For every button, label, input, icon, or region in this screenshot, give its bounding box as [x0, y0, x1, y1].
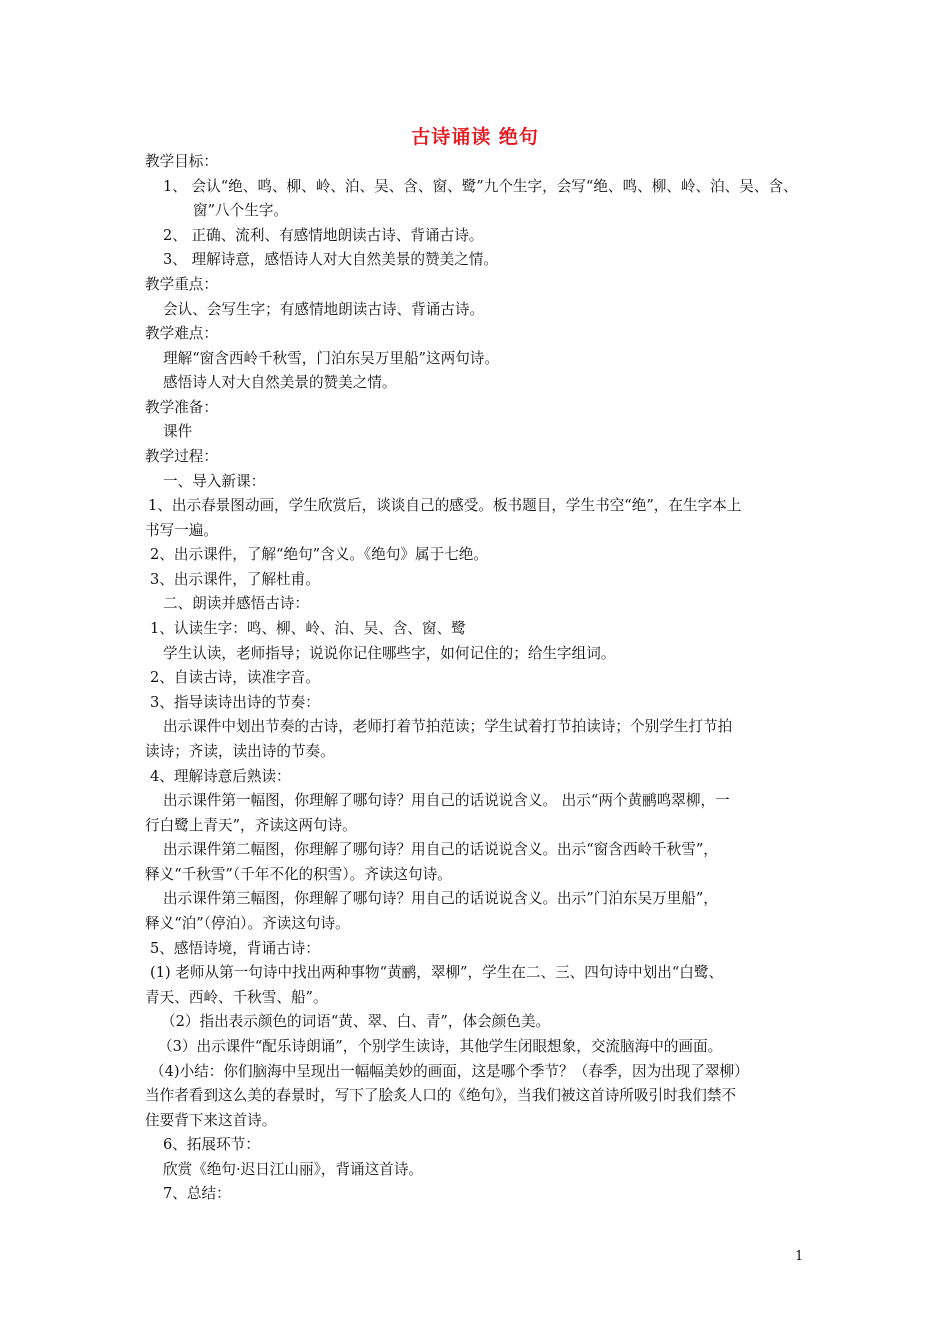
- body-line: 释义“泊”（停泊）。齐读这句诗。: [145, 915, 350, 932]
- body-line: 4、理解诗意后熟读：: [150, 767, 291, 785]
- body-line: 感悟诗人对大自然美景的赞美之情。: [163, 374, 397, 392]
- body-line: 释义“千秋雪”（千年不化的积雪）。齐读这句诗。: [145, 865, 452, 883]
- body-line: 7、总结：: [163, 1185, 231, 1203]
- body-line: 1、认读生字：鸣、柳、岭、泊、吴、含、窗、鹭: [150, 620, 466, 637]
- body-line: 出示课件中划出节奏的古诗，老师打着节拍范读；学生试着打节拍读诗；个别学生打节拍: [163, 718, 733, 736]
- body-line: 2、 正确、流利、有感情地朗读古诗、背诵古诗。: [163, 226, 484, 244]
- body-line: 学生认读，老师指导；说说你记住哪些字，如何记住的；给生字组词。: [163, 644, 616, 662]
- body-line: 2、出示课件，了解“绝句”含义。《绝句》属于七绝。: [150, 546, 488, 564]
- body-line: (1) 老师从第一句诗中找出两种事物“黄鹂，翠柳”，学生在二、三、四句诗中划出“白鹭、: [150, 964, 724, 982]
- body-line: 青天、西岭、千秋雪、船”。: [145, 988, 328, 1006]
- body-line: （4)小结：你们脑海中呈现出一幅幅美妙的画面，这是哪个季节？（春季，因为出现了翠柳）: [150, 1062, 749, 1080]
- body-line: 欣赏《绝句·迟日江山丽》，背诵这首诗。: [163, 1160, 424, 1178]
- body-line: 1、 会认“绝、鸣、柳、岭、泊、吴、含、窗、鹭”九个生字，会写“绝、鸣、柳、岭、泊、吴、含、: [163, 177, 798, 195]
- body-line: 窗”八个生字。: [193, 202, 289, 220]
- body-line: 课件: [163, 423, 193, 441]
- body-line: 3、出示课件，了解杜甫。: [150, 570, 320, 588]
- body-line: 住要背下来这首诗。: [145, 1111, 277, 1129]
- page-number: 1: [795, 1249, 804, 1264]
- body-line: 教学目标：: [145, 153, 218, 170]
- body-line: 出示课件第三幅图，你理解了哪句诗？用自己的话说说含义。出示”门泊东吴万里船”，: [163, 890, 718, 908]
- body-line: 2、自读古诗，读准字音。: [150, 669, 320, 687]
- body-line: 出示课件第二幅图，你理解了哪句诗？用自己的话说说含义。出示“窗含西岭千秋雪”，: [163, 841, 718, 859]
- body-line: 出示课件第一幅图，你理解了哪句诗？用自己的话说说含义。 出示“两个黄鹂鸣翠柳，一: [163, 792, 730, 810]
- body-line: 6、拓展环节：: [163, 1136, 260, 1154]
- body-line: 行白鹭上青天”，齐读这两句诗。: [145, 816, 357, 834]
- body-line: 书写一遍。: [145, 521, 218, 539]
- body-line: 当作者看到这么美的春景时，写下了脍炙人口的《绝句》，当我们被这首诗所吸引时我们禁不: [145, 1087, 737, 1104]
- body-line: 会认、会写生字；有感情地朗读古诗、背诵古诗。: [163, 300, 485, 318]
- body-line: 教学过程：: [145, 448, 218, 465]
- body-line: 1、出示春景图动画，学生欣赏后，谈谈自己的感受。板书题目，学生书空“绝”，在生字本上: [148, 497, 742, 515]
- body-line: 一、导入新课：: [163, 472, 266, 490]
- body-line: 读诗；齐读，读出诗的节奏。: [145, 742, 335, 760]
- document-title: 古诗诵读 绝句: [411, 126, 539, 148]
- body-line: 教学重点：: [145, 275, 218, 293]
- body-line: 3、指导读诗出诗的节奏：: [150, 693, 320, 711]
- body-line: 理解“窗含西岭千秋雪，门泊东吴万里船”这两句诗。: [163, 349, 499, 367]
- body-line: 教学难点：: [145, 325, 218, 343]
- body-line: 5、感悟诗境，背诵古诗：: [150, 939, 320, 957]
- body-line: 教学准备：: [145, 398, 218, 416]
- body-line: （2）指出表示颜色的词语“黄、翠、白、青”，体会颜色美。: [161, 1013, 551, 1031]
- body-line: 3、 理解诗意，感悟诗人对大自然美景的赞美之情。: [163, 251, 498, 269]
- body-line: （3）出示课件“配乐诗朗诵”，个别学生读诗，其他学生闭眼想象，交流脑海中的画面。: [158, 1037, 723, 1055]
- body-line: 二、朗读并感悟古诗：: [163, 595, 309, 613]
